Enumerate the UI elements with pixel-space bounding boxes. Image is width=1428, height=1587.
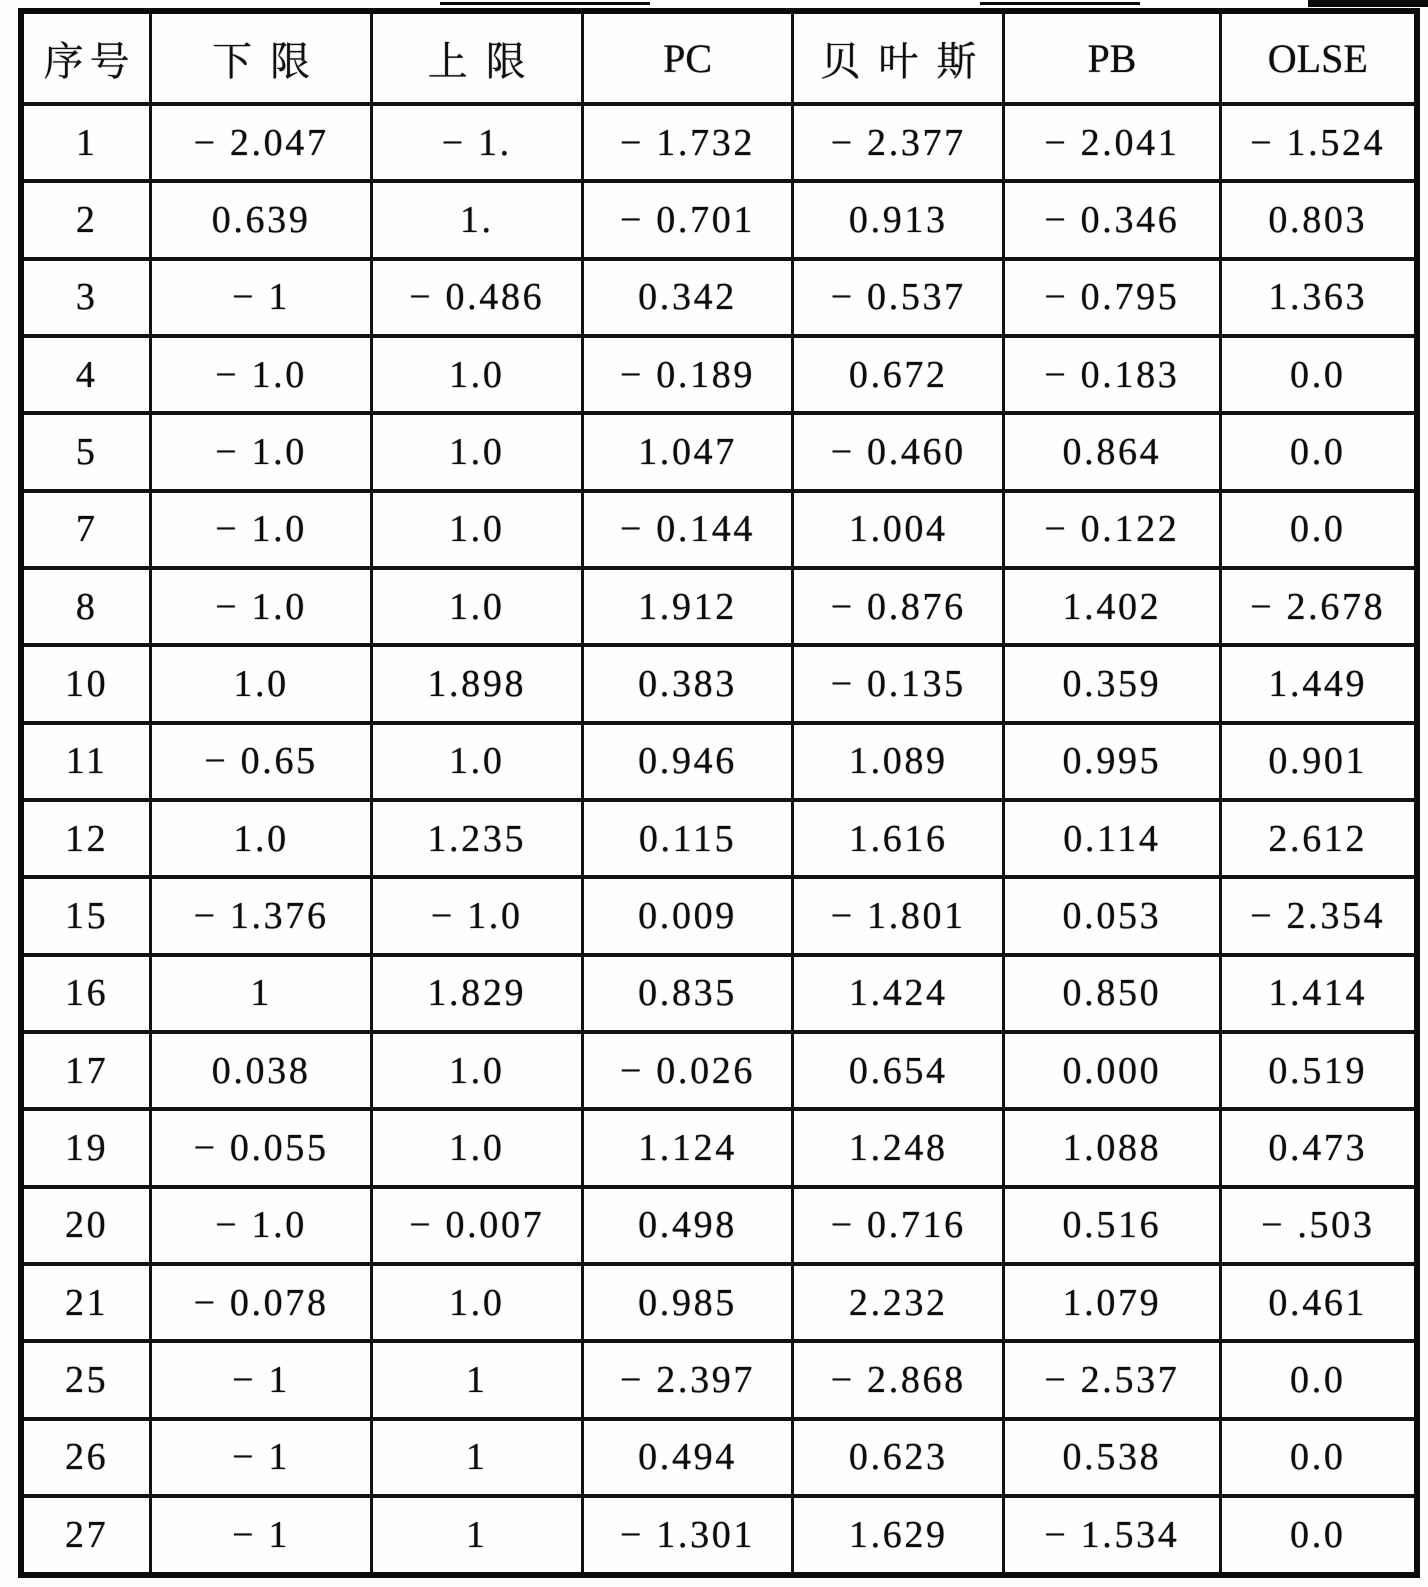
cell-pb: 0.053	[1004, 877, 1220, 954]
cell-pc: − 0.189	[582, 336, 793, 413]
cell-lower-limit: 1.0	[151, 645, 372, 722]
cell-index: 3	[21, 259, 151, 336]
cell-pb: 1.402	[1004, 568, 1220, 645]
cell-bayes: − 0.876	[793, 568, 1004, 645]
cell-pb: − 2.041	[1004, 104, 1220, 181]
cell-index: 2	[21, 181, 151, 258]
cell-pc: 1.047	[582, 413, 793, 490]
column-header-bayes: 贝叶斯	[793, 11, 1004, 104]
cell-pc: 0.009	[582, 877, 793, 954]
cell-pb: − 0.183	[1004, 336, 1220, 413]
cell-pc: 0.342	[582, 259, 793, 336]
cell-pc: − 0.026	[582, 1032, 793, 1109]
table-row	[21, 1341, 1417, 1418]
cell-pb: 0.114	[1004, 800, 1220, 877]
cell-olse: 0.0	[1220, 1419, 1417, 1496]
table-row	[21, 568, 1417, 645]
cell-bayes: 1.616	[793, 800, 1004, 877]
cell-lower-limit: − 0.65	[151, 723, 372, 800]
cell-olse: 0.461	[1220, 1264, 1417, 1341]
column-header-olse: OLSE	[1220, 11, 1417, 104]
cell-pb: 0.864	[1004, 413, 1220, 490]
table-row	[21, 1032, 1417, 1109]
scan-artifact-dash	[1308, 0, 1428, 7]
column-header-upper-limit: 上限	[371, 11, 582, 104]
table-row	[21, 800, 1417, 877]
cell-lower-limit: − 1	[151, 1341, 372, 1418]
cell-olse: 0.0	[1220, 1341, 1417, 1418]
cell-pb: − 0.122	[1004, 491, 1220, 568]
cell-olse: − 2.354	[1220, 877, 1417, 954]
cell-upper-limit: 1	[371, 1419, 582, 1496]
table-row	[21, 1264, 1417, 1341]
cell-pb: 1.079	[1004, 1264, 1220, 1341]
cell-index: 1	[21, 104, 151, 181]
cell-lower-limit: − 1.376	[151, 877, 372, 954]
cell-olse: 0.0	[1220, 336, 1417, 413]
cell-index: 5	[21, 413, 151, 490]
cell-index: 4	[21, 336, 151, 413]
cell-upper-limit: 1.0	[371, 491, 582, 568]
cell-pb: 0.359	[1004, 645, 1220, 722]
cell-pc: 0.494	[582, 1419, 793, 1496]
cell-index: 27	[21, 1496, 151, 1575]
table-row	[21, 1496, 1417, 1575]
table-row	[21, 104, 1417, 181]
cell-upper-limit: 1.0	[371, 568, 582, 645]
table-row	[21, 336, 1417, 413]
cell-lower-limit: − 1.0	[151, 491, 372, 568]
cell-olse: 2.612	[1220, 800, 1417, 877]
cell-pb: 0.850	[1004, 955, 1220, 1032]
cell-index: 21	[21, 1264, 151, 1341]
cell-upper-limit: − 1.0	[371, 877, 582, 954]
table-row	[21, 955, 1417, 1032]
cell-index: 19	[21, 1109, 151, 1186]
cell-pc: 1.912	[582, 568, 793, 645]
header-row	[21, 11, 1417, 104]
cell-index: 8	[21, 568, 151, 645]
cell-lower-limit: − 1.0	[151, 1187, 372, 1264]
table-row	[21, 645, 1417, 722]
cell-pb: − 0.795	[1004, 259, 1220, 336]
cell-bayes: 1.248	[793, 1109, 1004, 1186]
cell-bayes: − 2.868	[793, 1341, 1004, 1418]
cell-bayes: 2.232	[793, 1264, 1004, 1341]
cell-index: 25	[21, 1341, 151, 1418]
cell-upper-limit: 1.0	[371, 1032, 582, 1109]
table-row	[21, 723, 1417, 800]
cell-bayes: 1.089	[793, 723, 1004, 800]
cell-lower-limit: − 1.0	[151, 568, 372, 645]
cell-bayes: 1.629	[793, 1496, 1004, 1575]
cell-bayes: − 2.377	[793, 104, 1004, 181]
cell-bayes: 1.004	[793, 491, 1004, 568]
cell-pc: 0.383	[582, 645, 793, 722]
cell-bayes: − 0.716	[793, 1187, 1004, 1264]
cell-bayes: 0.913	[793, 181, 1004, 258]
column-header-pc: PC	[582, 11, 793, 104]
cell-lower-limit: − 0.055	[151, 1109, 372, 1186]
cell-index: 11	[21, 723, 151, 800]
cell-olse: 0.519	[1220, 1032, 1417, 1109]
cell-olse: − 2.678	[1220, 568, 1417, 645]
cell-pc: 0.835	[582, 955, 793, 1032]
cell-upper-limit: − 1.	[371, 104, 582, 181]
cell-olse: − 1.524	[1220, 104, 1417, 181]
cell-pb: 0.000	[1004, 1032, 1220, 1109]
cell-lower-limit: − 1.0	[151, 413, 372, 490]
cell-pc: 0.498	[582, 1187, 793, 1264]
cell-pc: − 2.397	[582, 1341, 793, 1418]
cell-pb: − 1.534	[1004, 1496, 1220, 1575]
cell-lower-limit: − 2.047	[151, 104, 372, 181]
cell-pc: − 1.301	[582, 1496, 793, 1575]
cell-pc: − 0.144	[582, 491, 793, 568]
cell-bayes: 0.672	[793, 336, 1004, 413]
cell-index: 15	[21, 877, 151, 954]
cell-index: 10	[21, 645, 151, 722]
cell-lower-limit: − 1	[151, 259, 372, 336]
cell-pb: − 0.346	[1004, 181, 1220, 258]
cell-pb: 0.995	[1004, 723, 1220, 800]
table-row	[21, 413, 1417, 490]
cell-olse: 0.0	[1220, 491, 1417, 568]
cell-olse: − .503	[1220, 1187, 1417, 1264]
table-row	[21, 1109, 1417, 1186]
cell-lower-limit: − 1	[151, 1496, 372, 1575]
cell-upper-limit: 1.0	[371, 1109, 582, 1186]
table-row	[21, 1419, 1417, 1496]
cell-lower-limit: 0.038	[151, 1032, 372, 1109]
table-row	[21, 877, 1417, 954]
cell-upper-limit: 1.0	[371, 1264, 582, 1341]
cell-bayes: 1.424	[793, 955, 1004, 1032]
cell-olse: 0.0	[1220, 413, 1417, 490]
column-header-index: 序号	[21, 11, 151, 104]
cell-olse: 1.449	[1220, 645, 1417, 722]
cell-pb: 1.088	[1004, 1109, 1220, 1186]
table-row	[21, 491, 1417, 568]
table-header	[21, 11, 1417, 104]
cell-bayes: − 0.135	[793, 645, 1004, 722]
cell-upper-limit: − 0.007	[371, 1187, 582, 1264]
cell-bayes: 0.654	[793, 1032, 1004, 1109]
cell-bayes: − 0.537	[793, 259, 1004, 336]
cell-index: 12	[21, 800, 151, 877]
cell-lower-limit: 1.0	[151, 800, 372, 877]
table-row	[21, 181, 1417, 258]
cell-index: 7	[21, 491, 151, 568]
cell-upper-limit: − 0.486	[371, 259, 582, 336]
scan-artifact-dash	[440, 2, 650, 5]
cell-lower-limit: − 1	[151, 1419, 372, 1496]
cell-bayes: − 0.460	[793, 413, 1004, 490]
cell-pc: 0.115	[582, 800, 793, 877]
cell-lower-limit: − 1.0	[151, 336, 372, 413]
cell-index: 16	[21, 955, 151, 1032]
cell-index: 26	[21, 1419, 151, 1496]
cell-pb: 0.538	[1004, 1419, 1220, 1496]
column-header-pb: PB	[1004, 11, 1220, 104]
cell-olse: 1.363	[1220, 259, 1417, 336]
cell-upper-limit: 1.829	[371, 955, 582, 1032]
cell-olse: 1.414	[1220, 955, 1417, 1032]
cell-pc: − 0.701	[582, 181, 793, 258]
cell-olse: 0.901	[1220, 723, 1417, 800]
cell-olse: 0.803	[1220, 181, 1417, 258]
scan-artifact-dash	[980, 2, 1140, 5]
cell-bayes: − 1.801	[793, 877, 1004, 954]
cell-index: 20	[21, 1187, 151, 1264]
cell-pb: − 2.537	[1004, 1341, 1220, 1418]
estimator-comparison-table	[18, 8, 1420, 1578]
cell-pc: 1.124	[582, 1109, 793, 1186]
cell-pc: 0.946	[582, 723, 793, 800]
cell-upper-limit: 1.	[371, 181, 582, 258]
table-body	[21, 104, 1417, 1575]
cell-upper-limit: 1	[371, 1496, 582, 1575]
cell-index: 17	[21, 1032, 151, 1109]
table-row	[21, 1187, 1417, 1264]
cell-lower-limit: 0.639	[151, 181, 372, 258]
cell-olse: 0.473	[1220, 1109, 1417, 1186]
cell-pc: − 1.732	[582, 104, 793, 181]
cell-pc: 0.985	[582, 1264, 793, 1341]
cell-lower-limit: − 0.078	[151, 1264, 372, 1341]
cell-lower-limit: 1	[151, 955, 372, 1032]
table-row	[21, 259, 1417, 336]
cell-bayes: 0.623	[793, 1419, 1004, 1496]
cell-olse: 0.0	[1220, 1496, 1417, 1575]
cell-upper-limit: 1.0	[371, 336, 582, 413]
cell-upper-limit: 1.898	[371, 645, 582, 722]
cell-pb: 0.516	[1004, 1187, 1220, 1264]
cell-upper-limit: 1	[371, 1341, 582, 1418]
cell-upper-limit: 1.235	[371, 800, 582, 877]
cell-upper-limit: 1.0	[371, 723, 582, 800]
column-header-lower-limit: 下限	[151, 11, 372, 104]
cell-upper-limit: 1.0	[371, 413, 582, 490]
